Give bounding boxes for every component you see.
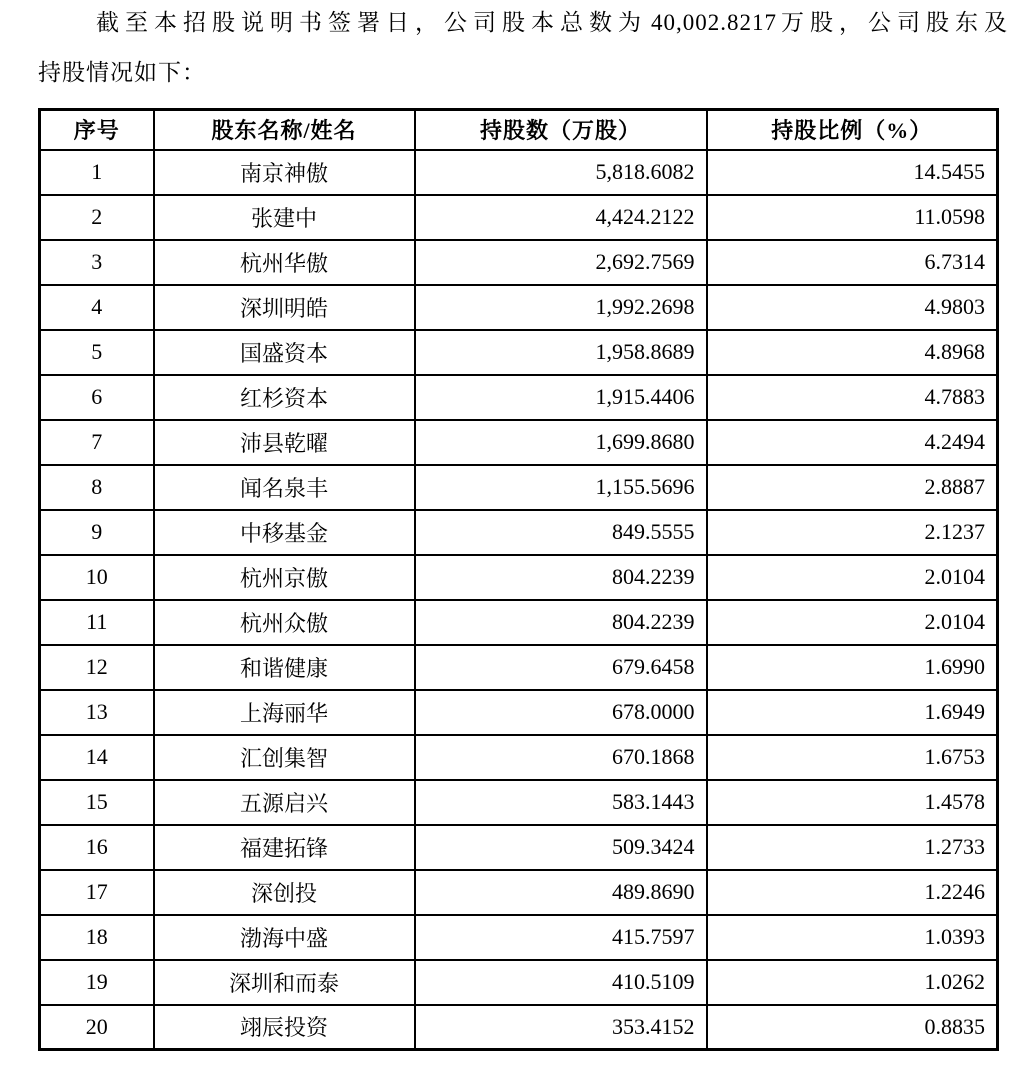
cell-shares: 670.1868 — [415, 735, 707, 780]
cell-ratio: 1.6753 — [707, 735, 998, 780]
cell-shares: 678.0000 — [415, 690, 707, 735]
cell-ratio: 1.2246 — [707, 870, 998, 915]
table-row — [40, 1005, 998, 1050]
cell-ratio: 11.0598 — [707, 195, 998, 240]
cell-name: 红杉资本 — [154, 375, 415, 420]
table-row — [40, 645, 998, 690]
col-header-name: 股东名称/姓名 — [154, 110, 415, 150]
intro-text-prefix: 截至本招股说明书签署日，公司股本总数为 — [96, 10, 647, 35]
cell-ratio: 1.4578 — [707, 780, 998, 825]
shareholder-table — [38, 108, 999, 1051]
cell-ratio: 2.0104 — [707, 555, 998, 600]
cell-ratio: 2.1237 — [707, 510, 998, 555]
cell-name: 杭州华傲 — [154, 240, 415, 285]
table-row — [40, 960, 998, 1005]
cell-index: 13 — [40, 690, 154, 735]
cell-ratio: 4.2494 — [707, 420, 998, 465]
cell-shares: 353.4152 — [415, 1005, 707, 1050]
cell-index: 8 — [40, 465, 154, 510]
table-row — [40, 420, 998, 465]
cell-name: 福建拓锋 — [154, 825, 415, 870]
cell-index: 18 — [40, 915, 154, 960]
cell-shares: 804.2239 — [415, 555, 707, 600]
table-row — [40, 330, 998, 375]
cell-ratio: 4.8968 — [707, 330, 998, 375]
cell-index: 17 — [40, 870, 154, 915]
table-row — [40, 780, 998, 825]
cell-name: 和谐健康 — [154, 645, 415, 690]
cell-ratio: 0.8835 — [707, 1005, 998, 1050]
table-row — [40, 510, 998, 555]
table-row — [40, 600, 998, 645]
cell-index: 1 — [40, 150, 154, 195]
cell-name: 深创投 — [154, 870, 415, 915]
cell-ratio: 1.0262 — [707, 960, 998, 1005]
cell-shares: 1,992.2698 — [415, 285, 707, 330]
cell-index: 12 — [40, 645, 154, 690]
cell-shares: 583.1443 — [415, 780, 707, 825]
cell-shares: 849.5555 — [415, 510, 707, 555]
cell-ratio: 1.2733 — [707, 825, 998, 870]
cell-name: 深圳和而泰 — [154, 960, 415, 1005]
cell-shares: 509.3424 — [415, 825, 707, 870]
table-row — [40, 735, 998, 780]
cell-shares: 1,155.5696 — [415, 465, 707, 510]
table-row — [40, 555, 998, 600]
cell-ratio: 1.0393 — [707, 915, 998, 960]
cell-shares: 489.8690 — [415, 870, 707, 915]
cell-name: 沛县乾曜 — [154, 420, 415, 465]
cell-index: 2 — [40, 195, 154, 240]
cell-shares: 1,958.8689 — [415, 330, 707, 375]
cell-name: 国盛资本 — [154, 330, 415, 375]
cell-shares: 415.7597 — [415, 915, 707, 960]
cell-name: 五源启兴 — [154, 780, 415, 825]
cell-name: 汇创集智 — [154, 735, 415, 780]
cell-name: 杭州京傲 — [154, 555, 415, 600]
cell-ratio: 14.5455 — [707, 150, 998, 195]
table-row — [40, 375, 998, 420]
table-row — [40, 465, 998, 510]
cell-shares: 1,915.4406 — [415, 375, 707, 420]
cell-index: 10 — [40, 555, 154, 600]
cell-ratio: 2.8887 — [707, 465, 998, 510]
cell-ratio: 4.9803 — [707, 285, 998, 330]
cell-shares: 1,699.8680 — [415, 420, 707, 465]
col-header-shares: 持股数（万股） — [415, 110, 707, 150]
cell-index: 15 — [40, 780, 154, 825]
cell-index: 20 — [40, 1005, 154, 1050]
table-row — [40, 240, 998, 285]
total-shares-value: 40,002.8217 — [651, 10, 777, 35]
cell-name: 渤海中盛 — [154, 915, 415, 960]
cell-index: 7 — [40, 420, 154, 465]
cell-ratio: 4.7883 — [707, 375, 998, 420]
table-row — [40, 150, 998, 195]
cell-name: 南京神傲 — [154, 150, 415, 195]
cell-name: 杭州众傲 — [154, 600, 415, 645]
cell-index: 5 — [40, 330, 154, 375]
cell-shares: 2,692.7569 — [415, 240, 707, 285]
table-row — [40, 690, 998, 735]
intro-text-suffix: 万股，公司股东及 — [781, 10, 1013, 35]
table-header-row — [40, 110, 998, 150]
intro-paragraph-line-2: 持股情况如下： — [38, 60, 206, 85]
cell-shares: 5,818.6082 — [415, 150, 707, 195]
cell-index: 4 — [40, 285, 154, 330]
cell-name: 张建中 — [154, 195, 415, 240]
table-row — [40, 870, 998, 915]
cell-name: 深圳明皓 — [154, 285, 415, 330]
table-row — [40, 915, 998, 960]
cell-shares: 4,424.2122 — [415, 195, 707, 240]
cell-ratio: 6.7314 — [707, 240, 998, 285]
cell-index: 14 — [40, 735, 154, 780]
table-row — [40, 285, 998, 330]
cell-name: 中移基金 — [154, 510, 415, 555]
cell-index: 6 — [40, 375, 154, 420]
table-row — [40, 195, 998, 240]
cell-shares: 410.5109 — [415, 960, 707, 1005]
cell-index: 11 — [40, 600, 154, 645]
cell-name: 上海丽华 — [154, 690, 415, 735]
col-header-ratio: 持股比例（%） — [707, 110, 998, 150]
intro-paragraph-line-1 — [38, 8, 1013, 38]
cell-index: 16 — [40, 825, 154, 870]
cell-name: 闻名泉丰 — [154, 465, 415, 510]
table-row — [40, 825, 998, 870]
cell-name: 翊辰投资 — [154, 1005, 415, 1050]
cell-index: 19 — [40, 960, 154, 1005]
col-header-index: 序号 — [40, 110, 154, 150]
cell-shares: 804.2239 — [415, 600, 707, 645]
table-body — [40, 150, 998, 1050]
cell-index: 9 — [40, 510, 154, 555]
cell-ratio: 1.6990 — [707, 645, 998, 690]
cell-ratio: 2.0104 — [707, 600, 998, 645]
cell-ratio: 1.6949 — [707, 690, 998, 735]
cell-shares: 679.6458 — [415, 645, 707, 690]
cell-index: 3 — [40, 240, 154, 285]
